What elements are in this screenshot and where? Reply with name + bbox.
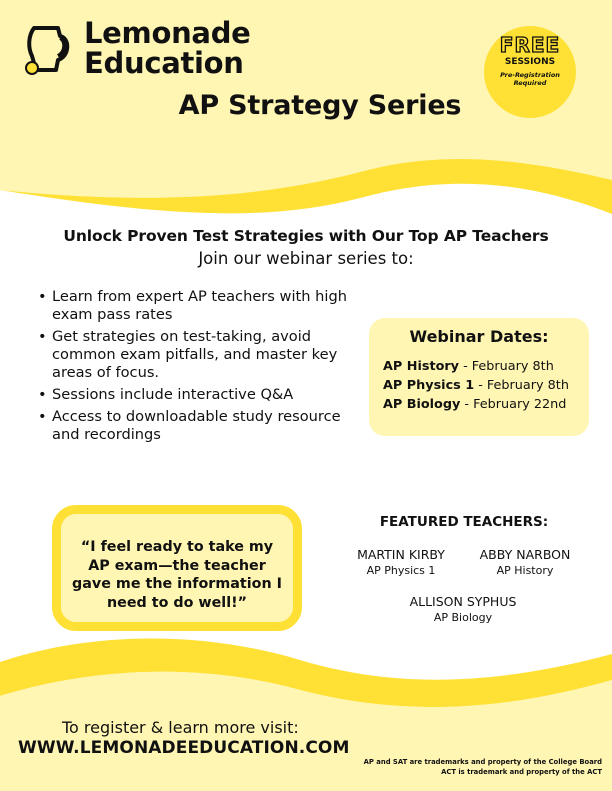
page-title: AP Strategy Series <box>178 90 462 121</box>
benefit-item: • Get strategies on test-taking, avoid common exam pitfalls, and master key areas of focus. <box>38 328 353 382</box>
webinar-dates-title: Webinar Dates: <box>409 327 549 346</box>
badge-note-line-1: Pre-Registration <box>500 71 560 79</box>
teacher-subject: AP Physics 1 <box>366 564 436 577</box>
badge-note-line-2: Required <box>513 79 547 87</box>
teacher-subject: AP History <box>496 564 554 577</box>
date-subject: AP History <box>383 359 460 374</box>
brand-name <box>84 18 251 78</box>
webinar-dates-box <box>369 318 589 436</box>
testimonial-quote: “I feel ready to take my AP exam—the teacher gave me the information I need to do well!” <box>72 539 282 611</box>
badge-free: FREE <box>499 33 561 57</box>
benefits-list <box>38 288 353 448</box>
teacher-subject: AP Biology <box>433 611 493 624</box>
teacher-name: ABBY NARBON <box>479 547 571 562</box>
teacher-card <box>465 547 585 578</box>
benefit-item: • Sessions include interactive Q&A <box>38 386 353 404</box>
teacher-name: MARTIN KIRBY <box>357 547 445 562</box>
date-value: - February 22nd <box>460 397 567 412</box>
teacher-name: ALLISON SYPHUS <box>409 594 517 609</box>
teacher-card <box>398 594 528 625</box>
benefit-item: • Learn from expert AP teachers with high exam pass rates <box>38 288 353 324</box>
featured-teachers-heading: FEATURED TEACHERS: <box>379 514 549 530</box>
website-link[interactable]: WWW.LEMONADEEDUCATION.COM <box>18 738 350 758</box>
webinar-date-item <box>383 357 569 376</box>
date-value: - February 8th <box>459 359 554 374</box>
testimonial-box <box>52 505 302 631</box>
lemonade-pitcher-icon <box>20 18 72 78</box>
legal-line-2: ACT is trademark and property of the ACT <box>441 767 602 776</box>
badge-sessions: SESSIONS <box>504 57 556 67</box>
legal-notice <box>336 758 602 777</box>
teacher-card <box>343 547 459 578</box>
subheadline: Join our webinar series to: <box>198 249 414 268</box>
webinar-date-item <box>383 395 569 414</box>
register-text: To register & learn more visit: <box>62 718 299 737</box>
headline: Unlock Proven Test Strategies with Our Top AP Teachers <box>63 227 549 245</box>
free-sessions-badge <box>484 26 576 118</box>
badge-note <box>484 71 576 87</box>
webinar-date-item <box>383 376 569 395</box>
date-subject: AP Biology <box>383 397 461 412</box>
brand-line-2: Education <box>84 46 244 80</box>
benefit-item: • Access to downloadable study resource and recordings <box>38 408 353 444</box>
date-subject: AP Physics 1 <box>383 378 475 393</box>
date-value: - February 8th <box>474 378 569 393</box>
webinar-dates-list <box>383 357 569 414</box>
brand-line-1: Lemonade <box>84 16 251 50</box>
legal-line-1: AP and SAT are trademarks and property of the College Board <box>363 758 602 766</box>
